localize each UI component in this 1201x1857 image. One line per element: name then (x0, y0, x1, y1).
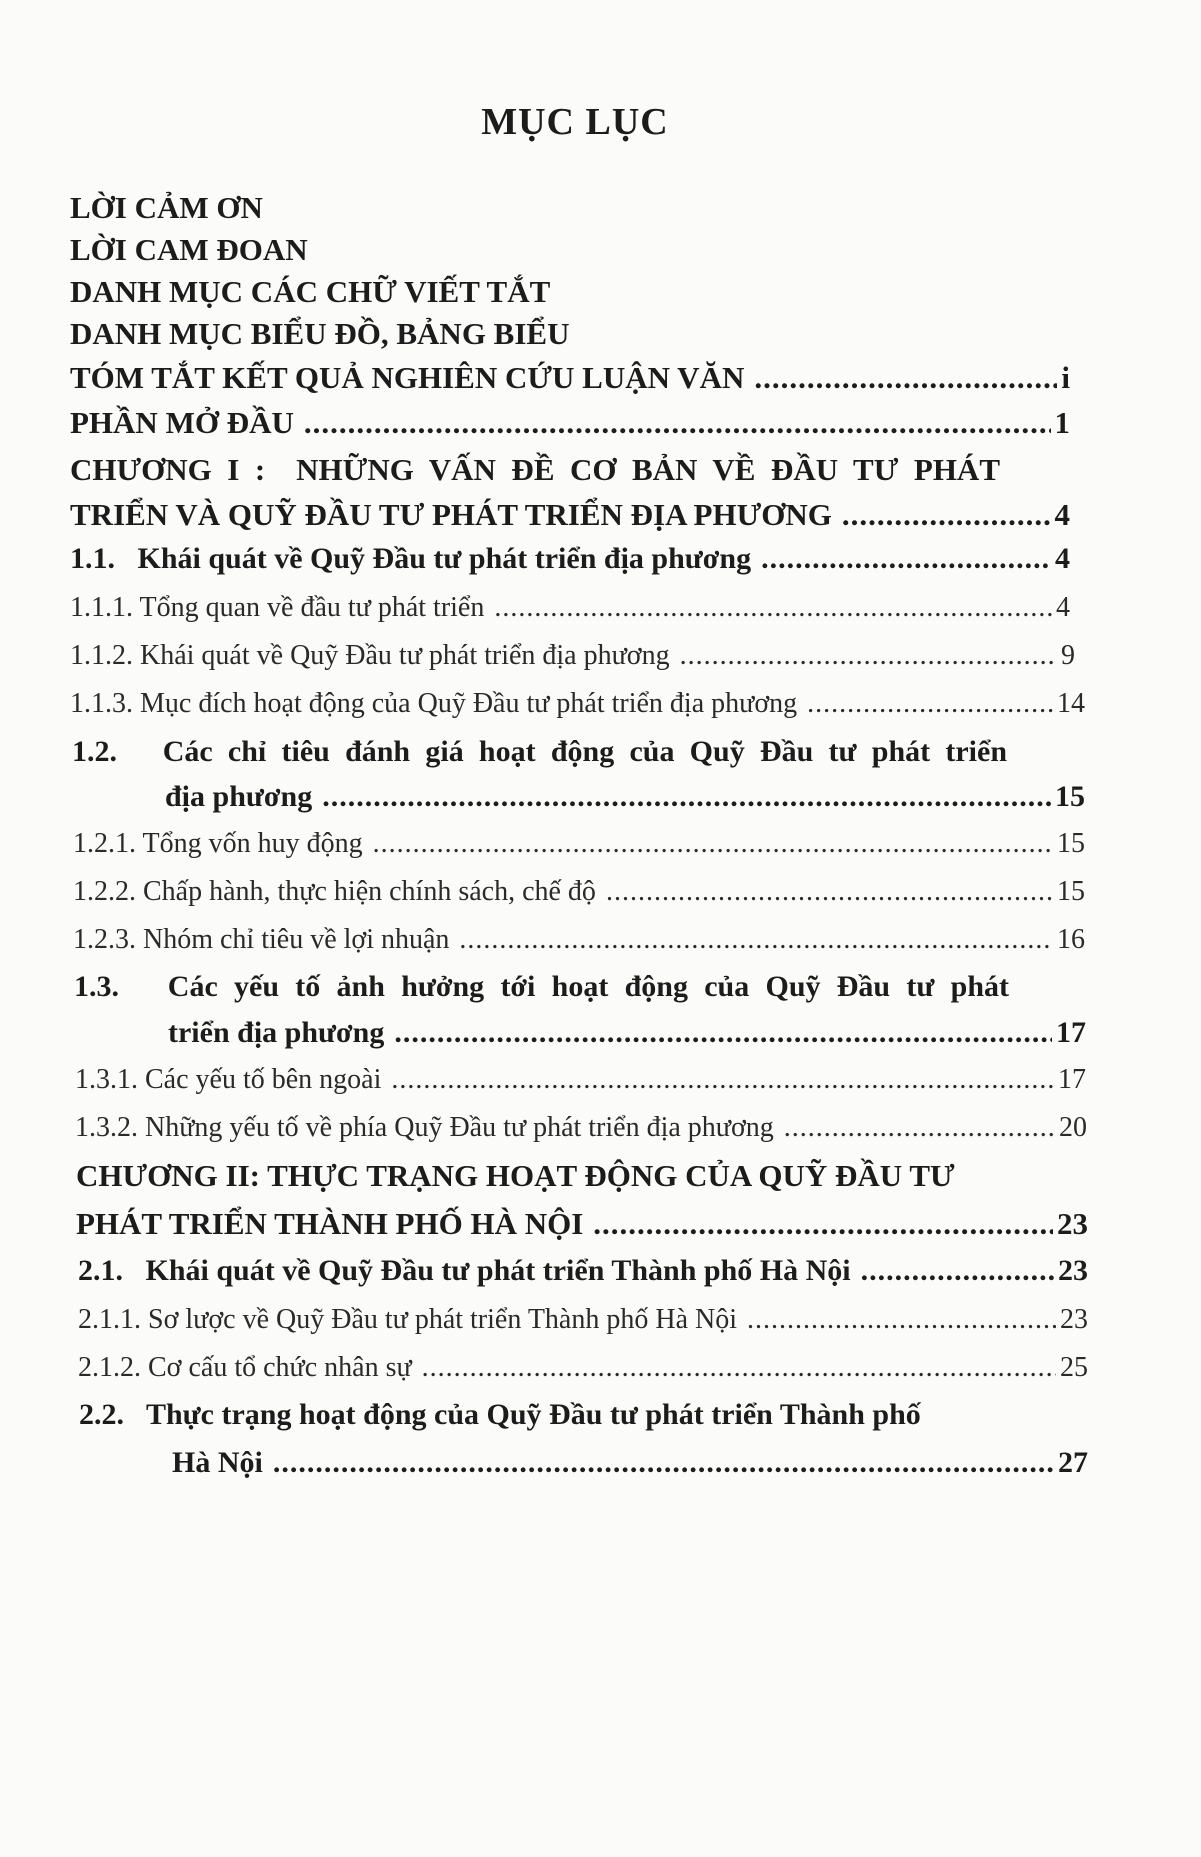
toc-entry-label: CHƯƠNG II: THỰC TRẠNG HOẠT ĐỘNG CỦA QUỸ ĐẦU TƯ (76, 1158, 955, 1193)
toc-entry-page: 15 (1055, 780, 1085, 813)
toc-entry-page: 23 (1057, 1206, 1088, 1241)
chapter-heading[interactable] (76, 1158, 1011, 1194)
toc-entry[interactable] (70, 316, 569, 352)
toc-entry-page: 4 (1056, 592, 1070, 623)
toc-entry-label: TÓM TẮT KẾT QUẢ NGHIÊN CỨU LUẬN VĂN (70, 360, 745, 395)
toc-entry-label: 2.1.2. Cơ cấu tổ chức nhân sự (78, 1352, 412, 1383)
leader-dots (784, 1112, 1055, 1144)
toc-entry-page: 25 (1060, 1352, 1088, 1383)
leader-dots (807, 688, 1053, 720)
toc-entry[interactable] (70, 360, 1070, 396)
toc-entry-page: 17 (1058, 1064, 1086, 1095)
toc-entry-page: 16 (1057, 924, 1085, 955)
toc-entry[interactable] (70, 497, 1070, 533)
leader-dots (606, 876, 1053, 908)
toc-entry-label: 1.3.1. Các yếu tố bên ngoài (75, 1064, 382, 1095)
leader-dots (680, 640, 1057, 672)
leader-dots (322, 780, 1051, 814)
toc-entry-label: 1.2.3. Nhóm chỉ tiêu về lợi nhuận (73, 924, 450, 955)
toc-entry-label: 2.2. Thực trạng hoạt động của Quỹ Đầu tư phát triển Thành phố (79, 1398, 921, 1431)
toc-entry-label: triển địa phương (168, 1016, 385, 1049)
toc-entry-page: 23 (1058, 1254, 1088, 1287)
toc-entry[interactable] (75, 1112, 1087, 1144)
toc-entry-page: 17 (1056, 1016, 1086, 1049)
toc-entry[interactable] (168, 1016, 1086, 1050)
toc-entry-label: LỜI CẢM ƠN (70, 190, 263, 225)
leader-dots (761, 542, 1051, 576)
toc-entry-label: 2.1.1. Sơ lược về Quỹ Đầu tư phát triển Thành phố Hà Nội (78, 1304, 738, 1335)
toc-entry[interactable] (73, 828, 1085, 860)
toc-entry-page: 4 (1055, 542, 1070, 575)
toc-entry-label: 1.1.2. Khái quát về Quỹ Đầu tư phát triển địa phương (70, 640, 670, 671)
leader-dots (394, 1016, 1052, 1050)
toc-entry-page: 9 (1061, 640, 1075, 671)
toc-entry[interactable] (78, 1304, 1088, 1336)
toc-entry-label: TRIỂN VÀ QUỸ ĐẦU TƯ PHÁT TRIỂN ĐỊA PHƯƠNG (70, 497, 832, 532)
toc-entry-label: PHÁT TRIỂN THÀNH PHỐ HÀ NỘI (76, 1206, 584, 1241)
toc-entry-label: Hà Nội (172, 1446, 263, 1479)
leader-dots (861, 1254, 1054, 1288)
toc-entry-label: 1.2. Các chỉ tiêu đánh giá hoạt động của Quỹ Đầu tư phát triển (72, 735, 1007, 768)
toc-entry-page: 1 (1054, 405, 1070, 440)
toc-entry-label: DANH MỤC BIỂU ĐỒ, BẢNG BIỂU (70, 316, 570, 351)
leader-dots (373, 828, 1053, 860)
leader-dots (304, 405, 1051, 441)
chapter-heading[interactable] (70, 452, 1000, 488)
leader-dots (754, 360, 1057, 396)
toc-entry[interactable] (172, 1446, 1088, 1480)
toc-entry-label: 1.2.1. Tổng vốn huy động (73, 828, 363, 859)
leader-dots (593, 1206, 1053, 1242)
leader-dots (459, 924, 1053, 956)
toc-entry-label: 1.2.2. Chấp hành, thực hiện chính sách, chế độ (73, 876, 596, 907)
toc-entry-label: 1.1.1. Tổng quan về đầu tư phát triển (70, 592, 485, 623)
toc-entry-page: 15 (1057, 876, 1085, 907)
toc-entry[interactable] (70, 274, 550, 310)
toc-entry[interactable] (70, 640, 1075, 672)
toc-entry-page: 27 (1058, 1446, 1088, 1479)
toc-entry[interactable] (73, 924, 1085, 956)
toc-entry[interactable] (70, 405, 1070, 441)
toc-entry[interactable] (75, 1064, 1086, 1096)
toc-entry-page: 20 (1059, 1112, 1087, 1143)
toc-entry[interactable] (76, 1206, 1088, 1242)
toc-entry-page: i (1061, 360, 1070, 395)
toc-entry[interactable] (70, 688, 1085, 720)
toc-entry-label: 2.1. Khái quát về Quỹ Đầu tư phát triển Thành phố Hà Nội (78, 1254, 851, 1287)
toc-entry-label: 1.1. Khái quát về Quỹ Đầu tư phát triển địa phương (70, 542, 752, 575)
toc-entry-label: LỜI CAM ĐOAN (70, 232, 308, 267)
page-title: MỤC LỤC (481, 101, 669, 143)
toc-entry-label: PHẦN MỞ ĐẦU (70, 405, 294, 440)
toc-entry[interactable] (70, 542, 1070, 576)
toc-entry-page: 15 (1057, 828, 1085, 859)
toc-entry-page: 4 (1054, 497, 1070, 532)
leader-dots (842, 497, 1051, 533)
toc-entry[interactable] (74, 970, 1009, 1004)
toc-entry[interactable] (73, 876, 1085, 908)
toc-entry[interactable] (78, 1352, 1088, 1384)
leader-dots (747, 1304, 1056, 1336)
toc-entry-page: 14 (1057, 688, 1085, 719)
toc-entry-label: 1.3.2. Những yếu tố về phía Quỹ Đầu tư phát triển địa phương (75, 1112, 774, 1143)
toc-entry-page: 23 (1060, 1304, 1088, 1335)
leader-dots (494, 592, 1052, 624)
toc-entry-label: 1.3. Các yếu tố ảnh hưởng tới hoạt động của Quỹ Đầu tư phát (74, 970, 1009, 1003)
toc-entry[interactable] (78, 1254, 1088, 1288)
toc-entry-label: 1.1.3. Mục đích hoạt động của Quỹ Đầu tư phát triển địa phương (70, 688, 798, 719)
toc-entry[interactable] (79, 1398, 1014, 1432)
leader-dots (422, 1352, 1056, 1384)
leader-dots (391, 1064, 1054, 1096)
leader-dots (273, 1446, 1054, 1480)
toc-entry[interactable] (70, 232, 308, 268)
toc-entry[interactable] (70, 190, 263, 226)
toc-entry[interactable] (72, 735, 1007, 769)
toc-entry[interactable] (165, 780, 1085, 814)
toc-entry-label: DANH MỤC CÁC CHỮ VIẾT TẮT (70, 274, 551, 309)
toc-entry-label: CHƯƠNG I : NHỮNG VẤN ĐỀ CƠ BẢN VỀ ĐẦU TƯ PHÁT (70, 452, 1000, 487)
toc-entry[interactable] (70, 592, 1070, 624)
toc-entry-label: địa phương (165, 780, 313, 813)
